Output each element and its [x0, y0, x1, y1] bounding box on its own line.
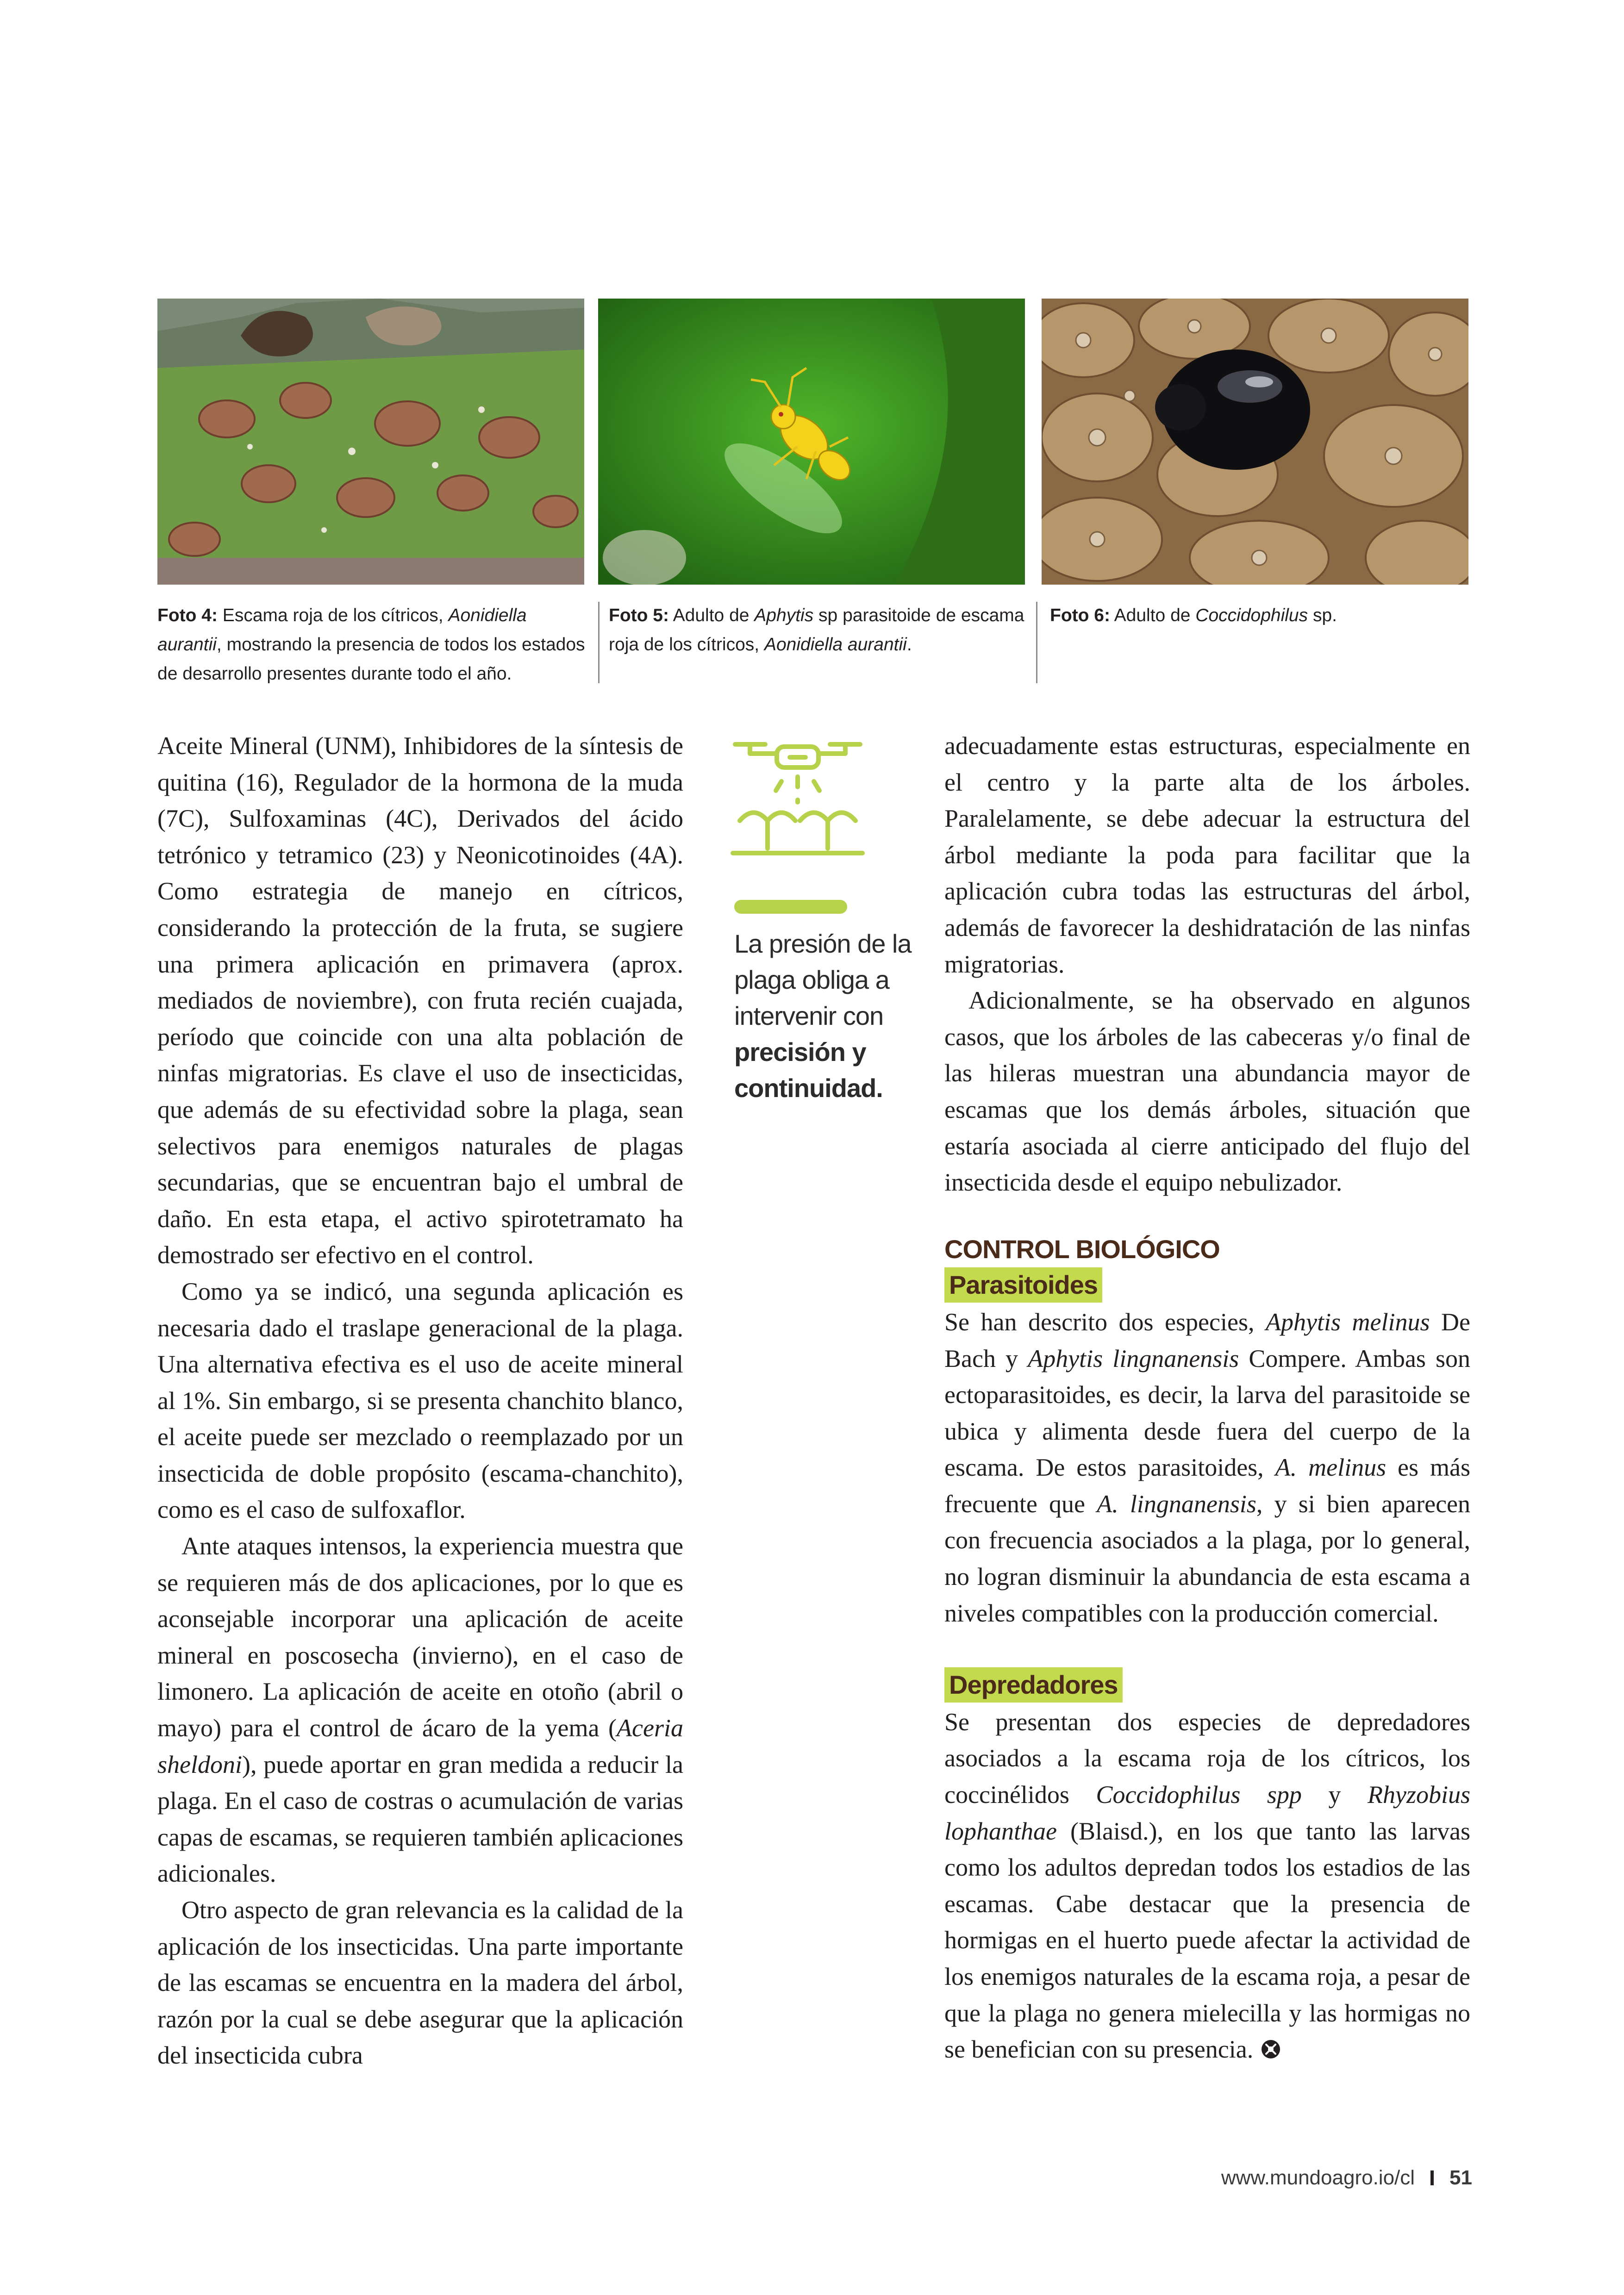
species-name: Coccidophilus: [1195, 605, 1308, 625]
caption-foto-5: [609, 601, 1032, 659]
species-name: A. melinus: [1275, 1453, 1387, 1482]
footer-divider: [1430, 2170, 1434, 2185]
paragraph-text: Se han descrito dos especies,: [944, 1308, 1266, 1336]
pull-quote-emphasis: precisión y continuidad.: [734, 1037, 883, 1103]
species-name: Aonidiella aurantii: [157, 605, 527, 655]
paragraph: Adicionalmente, se ha observado en algunos casos, que los árboles de las cabeceras y/o final de las hileras muestran una abundancia mayor de escamas que los demás árboles, situación que estaría asociada al cierre anticipado del flujo del insecticida desde el equipo nebulizador.: [944, 986, 1470, 1197]
site-url: www.mundoagro.io/cl: [1221, 2166, 1415, 2189]
page-number: 51: [1449, 2166, 1472, 2189]
caption-divider: [1036, 602, 1037, 683]
section-heading: CONTROL BIOLÓGICO: [944, 1234, 1220, 1264]
species-name: Coccidophilus spp: [1096, 1781, 1302, 1809]
species-name: Aphytis: [754, 605, 814, 625]
paragraph-text: Se presentan dos especies de depredadores asociados a la escama roja de los cítricos, los coccinélidos: [944, 1708, 1470, 1809]
species-name: Aphytis lingnanensis: [1028, 1344, 1239, 1372]
caption-label: Foto 4:: [157, 605, 218, 625]
photo-5-aphytis-adult: [598, 299, 1025, 585]
pull-quote-accent-bar: [734, 900, 847, 914]
paragraph-text: De Bach y: [944, 1308, 1470, 1372]
paragraph-text: es más frecuente que: [944, 1453, 1470, 1518]
subheading-parasitoides: Parasitoides: [944, 1267, 1102, 1303]
paragraph: Aceite Mineral (UNM), Inhibidores de la síntesis de quitina (16), Regulador de la hormona de la muda (7C), Sulfoxaminas (4C), Derivados del ácido tetrónico y tetramico (23) y Neonicotinoides (4A). Como estrategia de manejo en cítricos, considerando la protección de la fruta, se sugiere una primera aplicación en primavera (aprox. mediados de noviembre), con fruta recién cuajada, período que coincide con una alta población de ninfas migratorias. Es clave el uso de insecticidas, que además de su efectividad sobre la plaga, sean selectivos para enemigos naturales de plagas secundarias, que se encuentran bajo el umbral de daño. En esta etapa, el activo spirotetramato ha demostrado ser efectivo en el control.: [157, 732, 683, 1269]
photo-4-red-scale-branch: [157, 299, 584, 585]
body-column-right: [944, 728, 1470, 2068]
caption-text: .: [906, 635, 912, 655]
species-name: A. lingnanensis: [1097, 1490, 1256, 1518]
paragraph-text: , y si bien aparecen con frecuencia asociados a la plaga, por lo general, no logran disminuir la abundancia de esta escama a niveles compatibles con la producción comercial.: [944, 1490, 1471, 1627]
pull-quote: [734, 926, 915, 1106]
species-name: Rhyzobius lophanthae: [944, 1781, 1470, 1845]
drone-spraying-plants-icon: [726, 735, 869, 879]
paragraph: adecuadamente estas estructuras, especialmente en el centro y la parte alta de los árboles. Paralelamente, se debe adecuar la estructura del árbol mediante la poda para facilitar que la aplicación cubra todas las estructuras del árbol, además de favorecer la deshidratación de las ninfas migratorias.: [944, 732, 1470, 978]
subheading-depredadores: Depredadores: [944, 1667, 1123, 1703]
paragraph-text: (Blaisd.), en los que tanto las larvas como los adultos depredan todos los estadios de las escamas. Cabe destacar que la presencia de hormigas en el huerto puede afectar la actividad de los enemigos naturales de la escama roja, a pesar de que la plaga no genera mielecilla y las hormigas no se benefician con su presencia.: [944, 1817, 1470, 2064]
caption-text: sp.: [1308, 605, 1337, 625]
paragraph-text: Compere. Ambas son ectoparasitoides, es decir, la larva del parasitoide se ubica y alimenta desde fuera del cuerpo de la escama. De estos parasitoides,: [944, 1344, 1471, 1482]
species-name: Aonidiella aurantii: [764, 635, 907, 655]
caption-label: Foto 6:: [1050, 605, 1110, 625]
paragraph: [157, 1528, 683, 1892]
caption-foto-4: [157, 601, 588, 688]
caption-text: Adulto de: [668, 605, 755, 625]
photo-6-coccidophilus-adult: [1042, 299, 1468, 585]
species-name: Aphytis melinus: [1266, 1308, 1430, 1336]
caption-text: , mostrando la presencia de todos los estados de desarrollo presentes durante todo el año.: [157, 635, 585, 684]
paragraph-text: y: [1301, 1781, 1368, 1809]
page-footer: [1167, 2166, 1472, 2189]
species-name: Aceria sheldoni: [157, 1714, 683, 1778]
end-mark-icon: [1260, 2038, 1282, 2060]
caption-text: Adulto de: [1110, 605, 1196, 625]
caption-foto-6: [1050, 601, 1467, 630]
paragraph: Como ya se indicó, una segunda aplicación es necesaria dado el traslape generacional de la plaga. Una alternativa efectiva es el uso de aceite mineral al 1%. Sin embargo, si se presenta chanchito blanco, el aceite puede ser mezclado o reemplazado por un insecticida de doble propósito (escama-chanchito), como es el caso de sulfoxaflor.: [157, 1277, 683, 1524]
caption-divider: [598, 602, 600, 683]
caption-text: Escama roja de los cítricos,: [217, 605, 449, 625]
caption-label: Foto 5:: [609, 605, 669, 625]
paragraph: [944, 1704, 1470, 2068]
body-column-left: [157, 728, 683, 2074]
paragraph: [944, 1304, 1470, 1631]
paragraph-text: Ante ataques intensos, la experiencia muestra que se requieren más de dos aplicaciones, por lo que es aconsejable incorporar una aplicación de aceite mineral en poscosecha (invierno), en el caso de limonero. La aplicación de aceite en otoño (abril o mayo) para el control de ácaro de la yema (: [157, 1532, 683, 1742]
paragraph-text: ), puede aportar en gran medida a reducir la plaga. En el caso de costras o acumulación de varias capas de escamas, se requieren también aplicaciones adicionales.: [157, 1750, 683, 1888]
pull-quote-text: La presión de la plaga obliga a intervenir con: [734, 929, 912, 1030]
caption-text: sp parasitoide de escama roja de los cítricos,: [609, 605, 1024, 655]
paragraph: Otro aspecto de gran relevancia es la calidad de la aplicación de los insecticidas. Una parte importante de las escamas se encuentra en la madera del árbol, razón por la cual se debe asegurar que la aplicación del insecticida cubra: [157, 1896, 683, 2070]
